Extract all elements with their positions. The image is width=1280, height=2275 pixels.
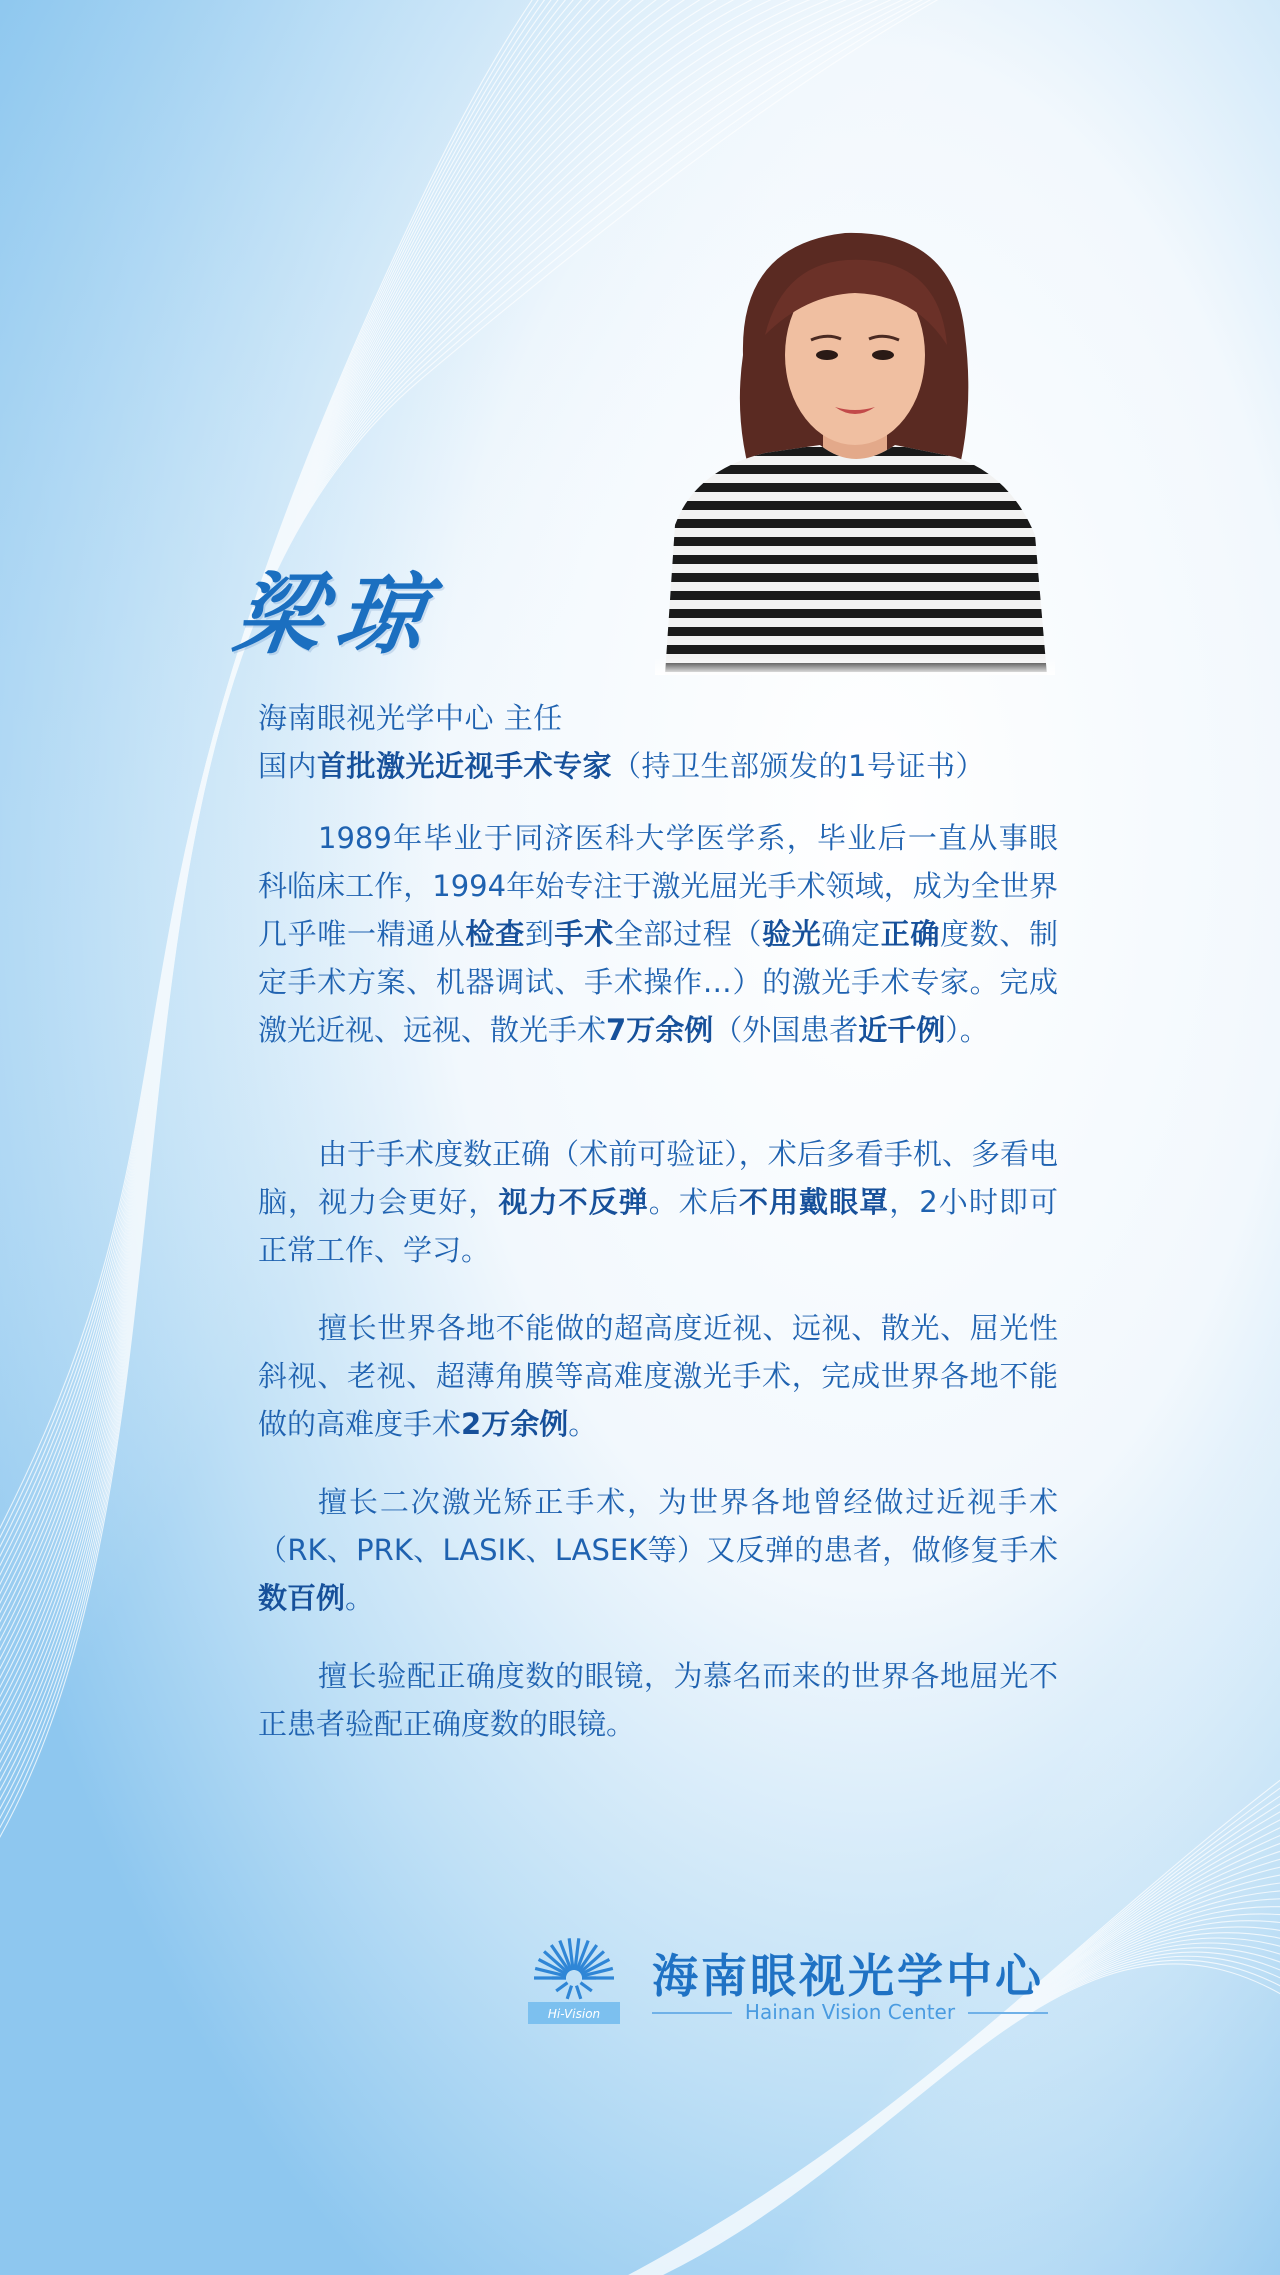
bio-paragraph-2 bbox=[258, 1130, 1058, 1274]
text-run: 。 bbox=[568, 1407, 598, 1441]
text-run: 擅长验配正确度数的眼镜，为慕名而来的世界各地屈光不正患者验配正确度数的眼镜。 bbox=[258, 1659, 1058, 1741]
bold-run: 视力不反弹 bbox=[498, 1185, 649, 1219]
bold-run: 手术 bbox=[554, 917, 614, 951]
shirt-stripe bbox=[655, 555, 1055, 564]
expert-prefix: 国内 bbox=[258, 749, 318, 783]
doctor-portrait bbox=[655, 225, 1055, 675]
text-run: 。 bbox=[345, 1581, 375, 1615]
doctor-name: 梁琼 bbox=[227, 562, 447, 666]
bio-paragraph-4 bbox=[258, 1478, 1058, 1622]
bio-paragraph-1 bbox=[258, 814, 1058, 1054]
shirt-stripe bbox=[655, 573, 1055, 582]
doctor-credentials bbox=[258, 694, 1058, 790]
bold-run: 检查 bbox=[465, 917, 525, 951]
text-run: 度数、制定手术方案、机器调试、手术操作…）的激光手术专家。完成激光近视、远视、散光手术 bbox=[258, 917, 1058, 1047]
text-run: 到 bbox=[524, 917, 555, 951]
shirt-stripe bbox=[655, 537, 1055, 546]
bold-run: 不用戴眼罩 bbox=[738, 1185, 890, 1219]
text-run: 确定 bbox=[821, 917, 881, 951]
shirt-stripe bbox=[655, 501, 1055, 510]
bold-run: 7万余例 bbox=[606, 1013, 714, 1047]
bold-run: 数百例 bbox=[258, 1581, 346, 1615]
text-run: 由于手术度数正确（术前可验证），术后多看手机、多看电脑，视力会更好， bbox=[258, 1137, 1058, 1219]
text-run: （外国患者 bbox=[713, 1013, 859, 1047]
bold-run: 2万余例 bbox=[461, 1407, 569, 1441]
bold-run: 近千例 bbox=[858, 1013, 946, 1047]
shirt-stripe bbox=[655, 519, 1055, 528]
text-run: 擅长二次激光矫正手术，为世界各地曾经做过近视手术（RK、PRK、LASIK、LASEK等）又反弹的患者，做修复手术 bbox=[258, 1485, 1058, 1567]
expert-line bbox=[258, 742, 1058, 790]
text-run: 全部过程（ bbox=[613, 917, 763, 951]
bio-paragraph-5 bbox=[258, 1652, 1058, 1748]
bio-paragraph-3 bbox=[258, 1304, 1058, 1448]
text-run: 擅长世界各地不能做的超高度近视、远视、散光、屈光性斜视、老视、超薄角膜等高难度激光手术，完成世界各地不能做的高难度手术 bbox=[258, 1311, 1058, 1441]
bold-run: 正确 bbox=[880, 917, 941, 951]
text-run: 1989年毕业于同济医科大学医学系，毕业后一直从事眼科临床工作，1994年始专注于激光屈光手术领域，成为全世界几乎唯一精通从 bbox=[258, 821, 1058, 951]
expert-highlight: 首批激光近视手术专家 bbox=[317, 749, 613, 783]
text-run: ）。 bbox=[945, 1013, 989, 1047]
bold-run: 验光 bbox=[762, 917, 822, 951]
position-line: 海南眼视光学中心 主任 bbox=[258, 701, 563, 735]
hi-vision-sun-icon bbox=[528, 1932, 620, 2024]
logo-name-en bbox=[652, 2000, 1048, 2024]
logo-name-en-text: Hainan Vision Center bbox=[744, 2000, 956, 2024]
logo-mark-text: Hi-Vision bbox=[547, 2007, 601, 2021]
text-run: ，2小时即可正常工作、学习。 bbox=[258, 1185, 1058, 1267]
shirt-stripe bbox=[655, 465, 1055, 474]
shirt-stripe bbox=[655, 483, 1055, 492]
text-run: 。术后 bbox=[648, 1185, 739, 1219]
certificate-note: （持卫生部颁发的1号证书） bbox=[612, 749, 985, 783]
logo-name-cn: 海南眼视光学中心 bbox=[652, 1949, 1044, 2003]
center-logo bbox=[528, 1932, 1048, 2032]
